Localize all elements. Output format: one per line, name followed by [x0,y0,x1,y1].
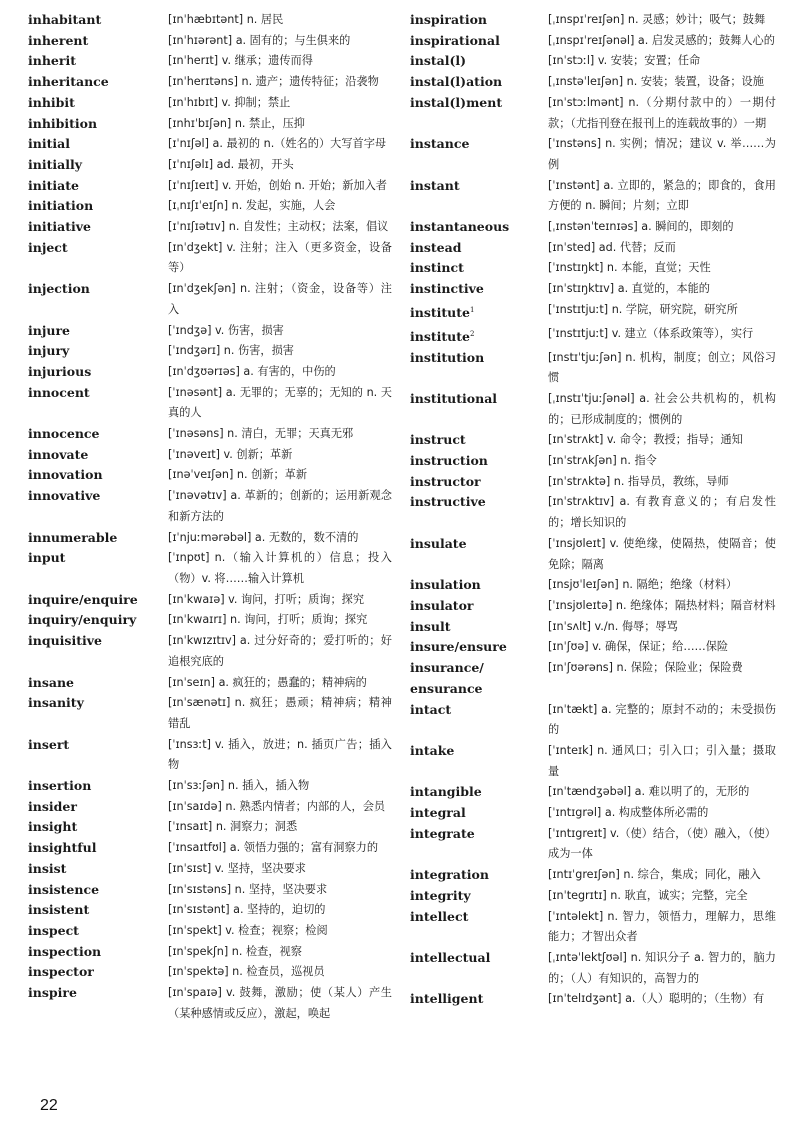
definition: [ɪnˈstrʌktɪv] a. 有教育意义的；有启发性的；增长知识的 [548,495,776,530]
dictionary-entry [28,735,392,776]
headword: inspiration [410,12,487,27]
dictionary-entry [28,321,392,342]
dictionary-entry [28,776,392,797]
dictionary-entry [410,824,776,865]
dictionary-entry [410,596,776,617]
definition: [ˌɪnstəˈleɪʃən] n. 安装；装置，设备；设施 [548,75,764,89]
dictionary-entry [28,465,392,486]
definition: [ɪnˈdʒʊərɪəs] a. 有害的，中伤的 [168,364,336,378]
headword: inheritance [28,74,109,90]
headword: integrate [410,825,475,841]
dictionary-entry [410,238,776,259]
dictionary-entry [410,217,776,238]
headword: inquiry/enquiry [28,612,137,628]
headword: integral [410,805,466,821]
headword: instructive [410,494,486,510]
dictionary-entry [410,72,776,93]
definition: [ˈɪnpʊt] n.（输入计算机的）信息；投入（物）v. 将……输入计算机 [168,551,392,585]
headword: innovate [28,446,89,462]
dictionary-entry [410,803,776,824]
definition: [ˌɪnspɪˈreɪʃən] n. 灵感；妙计；吸气；鼓舞 [548,13,766,26]
dictionary-entry [410,741,776,782]
dictionary-entry [410,10,776,31]
definition: [ˈɪnstənt] a. 立即的，紧急的；即食的，食用方便的 n. 瞬间；片刻；立即 [548,178,776,213]
headword: instal(l)ation [410,74,503,90]
headword: instructor [410,473,481,489]
dictionary-entry [28,838,392,859]
dictionary-entry [410,324,776,348]
headword: insulate [410,535,467,551]
definition: [ɪnsjʊˈleɪʃən] n. 隔绝；绝缘（材料） [548,578,738,592]
headword: intelligent [410,991,484,1007]
definition: [ˈɪnəsəns] n. 清白，无罪；天真无邪 [168,427,354,441]
dictionary-entry [410,451,776,472]
definition: [ɪˌnɪʃɪˈeɪʃn] n. 发起，实施，人会 [168,199,336,213]
dictionary-entry [28,921,392,942]
definition: [ɪˈnɪʃɪeɪt] v. 开始，创始 n. 开始；新加入者 [168,178,387,192]
dictionary-entry [28,10,392,31]
definition: [ɪˈnɪʃɪətɪv] n. 自发性；主动权；法案，倡议 [168,220,389,234]
dictionary-entry [410,348,776,389]
dictionary-entry [410,534,776,575]
headword: innovative [28,488,101,504]
headword: integrity [410,887,471,903]
definition: [ˌɪntəˈlektʃʊəl] n. 知识分子 a. 智力的，脑力的；（人）有知识的，高智力的 [548,950,776,985]
definition: [ɪnˈstrʌkʃən] n. 指令 [548,454,657,468]
dictionary-entry [410,258,776,279]
definition: [ɪnˈtændʒəbəl] a. 难以明了的，无形的 [548,785,750,799]
definition: [ɪntɪˈgreɪʃən] n. 综合，集成；同化，融入 [548,868,761,882]
dictionary-entry [410,176,776,217]
headword: inspector [28,964,94,980]
dictionary-entry [410,389,776,430]
definition: [ɪnˈseɪn] a. 疯狂的；愚蠢的；精神病的 [168,675,367,689]
headword: inherit [28,53,76,69]
dictionary-entry [28,31,392,52]
dictionary-entry [410,279,776,300]
headword: insistent [28,902,90,918]
headword: instinctive [410,281,484,297]
definition: [ɪnˈdʒekt] v. 注射；注入（更多资金，设备等） [168,240,392,275]
headword: initiative [28,219,91,235]
definition: [ɪnəˈveɪʃən] n. 创新；革新 [168,468,308,482]
definition: [ˈɪnstɪŋkt] n. 本能，直觉；天性 [548,261,711,275]
headword: initiate [28,177,79,193]
dictionary-entry [28,631,392,672]
dictionary-entry [410,575,776,596]
definition: [ˈɪnstɪtjuːt] n. 学院，研究院，研究所 [548,302,738,316]
definition: [ɪnˈtækt] a. 完整的；原封不动的；未受损伤的 [548,702,776,737]
headword: innocent [28,384,90,400]
dictionary-entry [410,93,776,134]
definition: [ɪnˈsænətɪ] n. 疯狂；愚顽；精神病；精神错乱 [168,696,392,730]
dictionary-entry [28,797,392,818]
definition: [ˈɪnstəns] n. 实例；情况；建议 v. 举……为例 [548,137,776,171]
headword: instal(l)ment [410,94,503,110]
definition: [ɪnˈstɔːl] v. 安装；安置；任命 [548,54,701,68]
definition: [ˈɪnsɜːt] v. 插入，放进；n. 插页广告；插入物 [168,737,392,772]
dictionary-entry [410,134,776,175]
definition: [ɪnˈhɪərənt] a. 固有的；与生俱来的 [168,33,351,47]
definition: [ɪˈnɪʃəl] a. 最初的 n.（姓名的）大写首字母 [168,137,387,151]
headword: institutional [410,390,498,406]
dictionary-entry [28,238,392,279]
dictionary-entry [410,865,776,886]
dictionary-entry [410,472,776,493]
headword: intellectual [410,949,491,965]
dictionary-entry [28,196,392,217]
definition: [ˈɪnsjʊleɪt] v. 使绝缘，使隔热，使隔音；使免除；隔离 [548,536,776,571]
headword: input [28,550,66,566]
definition: [ˌɪnstənˈteɪnɪəs] a. 瞬间的，即刻的 [548,220,734,234]
dictionary-entry [28,693,392,734]
definition: [ˈɪnteɪk] n. 通风口；引入口；引入量；摄取量 [548,743,776,778]
definition: [ɪˈnɪʃəlɪ] ad. 最初，开头 [168,157,294,171]
headword: inject [28,239,68,255]
homograph-number: 2 [470,329,475,338]
headword: insert [28,736,70,752]
dictionary-entry [28,176,392,197]
headword: injurious [28,363,92,379]
headword: inhabitant [28,12,102,27]
headword: inquire/enquire [28,591,138,607]
definition: [ɪnˈsɪstənt] a. 坚持的，迫切的 [168,903,326,917]
headword: instantaneous [410,219,510,235]
headword: inspection [28,943,102,959]
definition: [ɪnˈʃʊərəns] n. 保险；保险业；保险费 [548,661,743,675]
headword: initially [28,156,82,172]
homograph-number: 1 [470,305,475,314]
headword: insider [28,798,77,814]
headword: institution [410,349,485,365]
headword: intact [410,701,452,717]
headword: inhibit [28,94,75,110]
right-column [410,10,776,1010]
left-column [28,10,392,1024]
definition: [ɪnˈspekt] v. 检查；视察；检阅 [168,923,328,937]
dictionary-entry [28,72,392,93]
dictionary-entry [28,341,392,362]
dictionary-entry [410,907,776,948]
definition: [ˈɪntəlekt] n. 智力，领悟力，理解力，思维能力；才智出众者 [548,909,776,944]
definition: [ɪnˈhɪbɪt] v. 抑制；禁止 [168,95,291,109]
definition: [ˌɪnspɪˈreɪʃənəl] a. 启发灵感的；鼓舞人心的 [548,33,775,47]
headword: intangible [410,784,482,800]
dictionary-entry [28,983,392,1024]
headword: insist [28,860,67,876]
dictionary-entry [28,93,392,114]
dictionary-entry [410,637,776,658]
headword: insult [410,618,451,634]
dictionary-entry [28,900,392,921]
headword: inquisitive [28,633,102,649]
headword: insertion [28,778,92,794]
definition: [ɪnˈstɪŋktɪv] a. 直觉的，本能的 [548,282,710,296]
dictionary-entry [410,948,776,989]
headword: insulator [410,598,474,613]
definition: [ɪnˈherɪtəns] n. 遗产；遗传特征；沿袭物 [168,75,379,89]
headword: intake [410,742,455,758]
dictionary-entry [28,279,392,320]
headword: insightful [28,840,97,856]
dictionary-entry [410,679,776,700]
definition: [ɪnˈstrʌkt] v. 命令；教授；指导；通知 [548,433,743,447]
definition: [ɪnˈherɪt] v. 继承；遗传而得 [168,54,313,68]
headword: initiation [28,198,94,214]
definition: [ˈɪnsaɪtfʊl] a. 领悟力强的；富有洞察力的 [168,841,379,855]
definition: [ˈɪnsjʊleɪtə] n. 绝缘体；隔热材料；隔音材料 [548,599,776,612]
dictionary-entry [410,989,776,1010]
headword: instant [410,177,460,193]
dictionary-entry [28,859,392,880]
headword: innovation [28,467,103,483]
dictionary-entry [28,383,392,424]
dictionary-entry [28,880,392,901]
dictionary-entry [410,300,776,324]
dictionary-entry [410,886,776,907]
definition: [ɪnstɪˈtjuːʃən] n. 机构，制度；创立；风俗习惯 [548,350,776,385]
headword: insurance/ [410,660,484,676]
headword: innumerable [28,529,118,545]
headword: injury [28,343,70,359]
definition: [ɪnˈsɜːʃən] n. 插入，插入物 [168,779,310,793]
headword: insure/ensure [410,639,507,655]
dictionary-entry [28,114,392,135]
dictionary-entry [28,445,392,466]
dictionary-entry [28,134,392,155]
dictionary-entry [410,617,776,638]
dictionary-entry [28,548,392,589]
headword: insistence [28,881,100,897]
headword: inherent [28,32,89,48]
headword: instance [410,136,470,152]
definition: [ɪnˈkwɪzɪtɪv] a. 过分好奇的；爱打听的；好追根究底的 [168,634,392,668]
headword: inspirational [410,32,500,48]
headword: initial [28,136,70,152]
definition: [ɪnˈsʌlt] v./n. 侮辱；辱骂 [548,619,678,633]
dictionary-entry [410,782,776,803]
definition: [ˈɪntɪgreɪt] v.（使）结合，（使）融入，（使）成为一体 [548,826,776,861]
definition: [ɪnˈdʒekʃən] n. 注射；（资金，设备等）注入 [168,282,392,316]
headword: ensurance [410,680,483,696]
definition: [ɪnˈstɔːlmənt] n.（分期付款中的）一期付款；（尤指刊登在报刊上的连载故事的）一期 [548,95,776,130]
definition: [ɪnˈtelɪdʒənt] a.（人）聪明的；（生物）有 [548,992,765,1006]
dictionary-entry [410,430,776,451]
page-number: 22 [40,1097,58,1114]
dictionary-entry [28,817,392,838]
definition: [ɪnhɪˈbɪʃən] n. 禁止，压抑 [168,116,305,130]
dictionary-entry [28,942,392,963]
headword: injure [28,322,70,338]
dictionary-entry [28,528,392,549]
definition: [ɪnˈhæbɪtənt] n. 居民 [168,13,284,26]
headword: inspire [28,985,77,1001]
definition: [ˈɪndʒə] v. 伤害，损害 [168,323,284,337]
definition: [ˈɪnsaɪt] n. 洞察力；洞悉 [168,820,298,834]
headword: inspect [28,922,79,938]
definition: [ɪˈnjuːmərəbəl] a. 无数的，数不清的 [168,530,359,544]
headword: insulation [410,577,481,593]
definition: [ˈɪndʒərɪ] n. 伤害，损害 [168,344,294,358]
definition: [ɪnˈspekʃn] n. 检查，视察 [168,944,302,958]
headword: instruct [410,432,466,448]
headword: insanity [28,695,84,711]
dictionary-entry [28,486,392,527]
headword: insight [28,819,78,835]
dictionary-entry [28,424,392,445]
headword: instead [410,239,462,255]
headword: instinct [410,260,464,276]
headword: intellect [410,908,469,924]
headword: integration [410,867,489,883]
headword: innocence [28,426,100,442]
definition: [ɪnˈstrʌktə] n. 指导员，教练，导师 [548,474,729,488]
definition: [ɪnˈkwaɪə] v. 询问，打听；质询；探究 [168,592,365,606]
definition: [ɪnˈspaɪə] v. 鼓舞，激励；使（某人）产生（某种感情或反应），激起，唤起 [168,986,392,1020]
dictionary-entry [28,51,392,72]
definition: [ɪnˈkwaɪrɪ] n. 询问，打听；质询；探究 [168,613,368,627]
definition: [ɪnˈʃʊə] v. 确保，保证；给……保险 [548,640,729,654]
headword: insane [28,674,75,690]
dictionary-entry [28,610,392,631]
definition: [ˌɪnstɪˈtjuːʃənəl] a. 社会公共机构的，机构的；已形成制度的；惯例的 [548,391,776,426]
definition: [ˈɪnəvətɪv] a. 革新的；创新的；运用新观念和新方法的 [168,489,392,523]
definition: [ɪnˈsaɪdə] n. 熟悉内情者；内部的人，会员 [168,799,386,813]
definition: [ɪnˈsɪst] v. 坚持，坚决要求 [168,861,306,875]
dictionary-entry [410,658,776,679]
definition: [ɪnˈsted] ad. 代替；反而 [548,240,676,254]
headword: instal(l) [410,53,467,69]
headword: injection [28,281,90,297]
definition: [ˈɪnəsənt] a. 无罪的；无辜的；无知的 n. 天真的人 [168,385,392,420]
dictionary-entry [410,51,776,72]
definition: [ɪnˈtegrɪtɪ] n. 耿直，诚实；完整，完全 [548,888,748,902]
dictionary-entry [410,31,776,52]
headword: institute$^2$ [410,328,475,344]
definition: [ɪnˈsɪstəns] n. 坚持，坚决要求 [168,882,328,896]
dictionary-entry [28,962,392,983]
dictionary-entry [28,362,392,383]
dictionary-entry [28,590,392,611]
definition: [ˈɪntɪgrəl] a. 构成整体所必需的 [548,806,709,820]
dictionary-entry [28,673,392,694]
definition: [ɪnˈspektə] n. 检查员，巡视员 [168,965,325,979]
definition: [ˈɪnstɪtjuːt] v. 建立（体系政策等），实行 [548,326,754,340]
dictionary-entry [410,492,776,533]
headword: inhibition [28,115,98,131]
definition: [ˈɪnəveɪt] v. 创新；革新 [168,447,293,461]
dictionary-entry [28,155,392,176]
headword: instruction [410,453,488,469]
dictionary-entry [28,217,392,238]
dictionary-entry [410,700,776,741]
headword: institute$^1$ [410,305,475,320]
